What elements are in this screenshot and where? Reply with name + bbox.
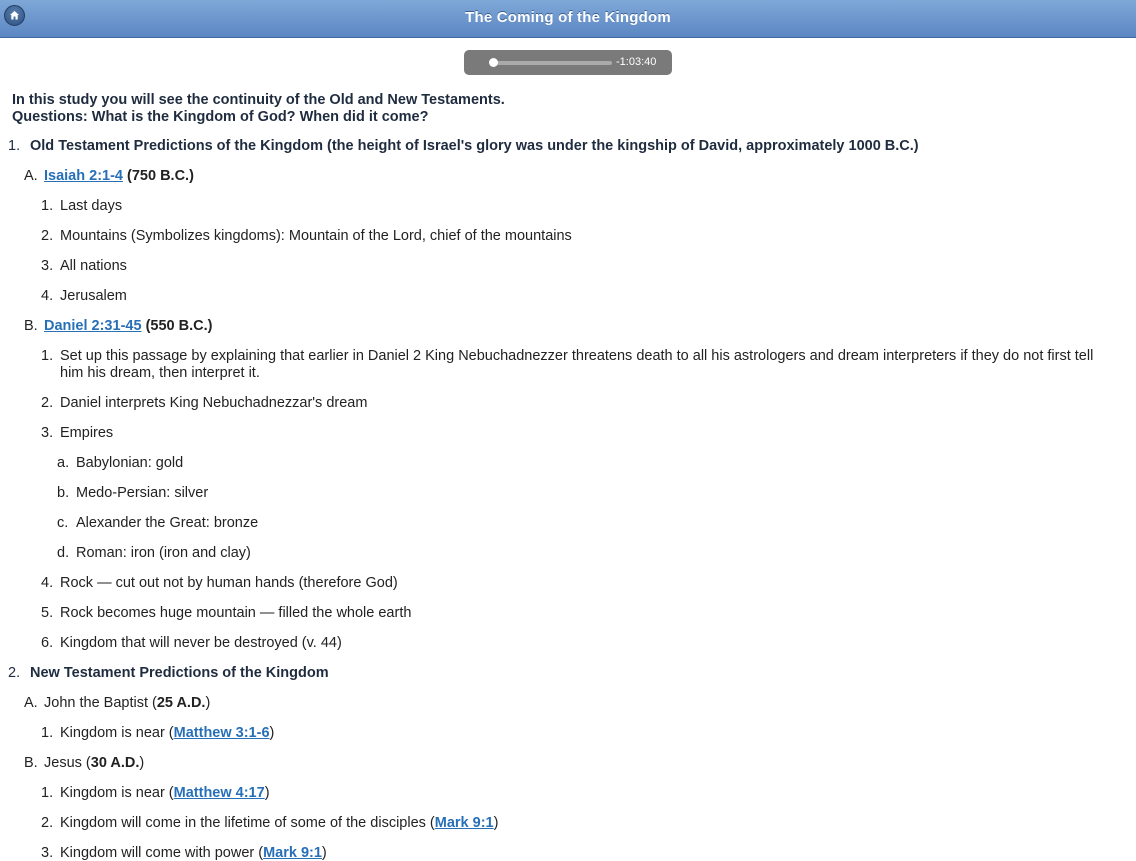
date-label: 25 A.D. [156, 695, 206, 711]
empire-item [57, 545, 251, 561]
progress-track[interactable] [492, 61, 612, 65]
audio-player [464, 50, 672, 75]
item-text: Alexander the Great: bronze [76, 515, 259, 531]
date-label: (750 B.C.) [127, 168, 194, 184]
list-item [41, 635, 342, 651]
list-item [41, 575, 398, 591]
intro [12, 92, 505, 126]
closing-paren: ) [139, 755, 145, 771]
item-text: Rock becomes huge mountain — filled the whole earth [60, 605, 412, 621]
list-item [41, 425, 113, 441]
subsection-text: John the Baptist ( [44, 695, 157, 711]
date-label: 30 A.D. [90, 755, 140, 771]
empire-item [57, 515, 258, 531]
item-number: 4. [41, 575, 54, 591]
scripture-link[interactable]: Matthew 4:17 [173, 785, 265, 801]
item-number: 1. [41, 725, 54, 741]
subsection-1a [24, 168, 194, 184]
page-title: The Coming of the Kingdom [465, 9, 671, 26]
subsection-letter: B. [24, 755, 38, 771]
item-number: 4. [41, 288, 54, 304]
item-number: 1. [41, 785, 54, 801]
subsection-2b [24, 755, 144, 771]
item-text: Kingdom will come in the lifetime of some of the disciples ( [60, 815, 435, 831]
closing-paren: ) [321, 845, 327, 861]
item-text: Babylonian: gold [76, 455, 184, 471]
item-letter: d. [57, 545, 70, 561]
item-text: Kingdom is near ( [60, 725, 174, 741]
item-text: Roman: iron (iron and clay) [76, 545, 251, 561]
item-number: 3. [41, 845, 54, 861]
closing-paren: ) [264, 785, 270, 801]
list-item [41, 815, 498, 831]
intro-line-2: Questions: What is the Kingdom of God? When did it come? [12, 109, 429, 125]
scripture-link[interactable]: Mark 9:1 [434, 815, 494, 831]
item-text: Kingdom that will never be destroyed (v. 44) [60, 635, 342, 651]
item-number: 2. [41, 395, 54, 411]
item-number: 3. [41, 258, 54, 274]
subsection-text: Jesus ( [44, 755, 91, 771]
section-title: Old Testament Predictions of the Kingdom (the height of Israel's glory was under the kingship of David, approximately 1000 B.C.) [30, 138, 919, 154]
time-remaining: -1:03:40 [616, 56, 657, 68]
item-letter: c. [57, 515, 69, 531]
item-text: Rock — cut out not by human hands (therefore God) [60, 575, 398, 591]
section-title: New Testament Predictions of the Kingdom [30, 665, 329, 681]
subsection-letter: A. [24, 695, 38, 711]
scripture-link[interactable]: Mark 9:1 [263, 845, 322, 861]
section-2-heading [0, 665, 329, 681]
progress-knob[interactable] [489, 58, 498, 67]
list-item [41, 198, 122, 214]
item-text: All nations [60, 258, 127, 274]
item-letter: b. [57, 485, 70, 501]
item-text: Kingdom will come with power ( [60, 845, 264, 861]
intro-line-1: In this study you will see the continuity of the Old and New Testaments. [12, 92, 505, 108]
item-text: Daniel interprets King Nebuchadnezzar's dream [60, 395, 368, 411]
item-number: 3. [41, 425, 54, 441]
item-number: 5. [41, 605, 54, 621]
title-bar [0, 0, 1136, 38]
section-number: 2. [8, 665, 21, 681]
date-label: (550 B.C.) [145, 318, 213, 334]
list-item [41, 288, 127, 304]
item-number: 1. [41, 348, 54, 364]
item-text: Empires [60, 425, 114, 441]
empire-item [57, 485, 208, 501]
subsection-letter: A. [24, 168, 38, 184]
empire-item [57, 455, 183, 471]
list-item [41, 725, 274, 741]
item-text: Mountains (Symbolizes kingdoms): Mountain of the Lord, chief of the mountains [60, 228, 572, 244]
subsection-1b [24, 318, 212, 334]
scripture-link[interactable]: Isaiah 2:1-4 [44, 168, 123, 184]
item-text: Jerusalem [60, 288, 127, 304]
item-text: Kingdom is near ( [60, 785, 174, 801]
item-number: 2. [41, 815, 54, 831]
item-number: 1. [41, 198, 54, 214]
list-item [41, 605, 411, 621]
item-text: Set up this passage by explaining that earlier in Daniel 2 King Nebuchadnezzer threatens death to all his astrologers and dream interpreters if they do not first tell him his dream, then interpret it. [60, 348, 1094, 381]
closing-paren: ) [269, 725, 275, 741]
scripture-link[interactable]: Matthew 3:1-6 [173, 725, 270, 741]
item-text: Last days [60, 198, 123, 214]
list-item [41, 228, 572, 244]
section-number: 1. [8, 138, 21, 154]
closing-paren: ) [493, 815, 499, 831]
subsection-letter: B. [24, 318, 38, 334]
list-item [41, 785, 270, 801]
list-item [41, 395, 367, 411]
list-item [41, 348, 1101, 382]
item-number: 6. [41, 635, 54, 651]
scripture-link[interactable]: Daniel 2:31-45 [44, 318, 142, 334]
item-letter: a. [57, 455, 70, 471]
item-number: 2. [41, 228, 54, 244]
closing-paren: ) [205, 695, 211, 711]
subsection-2a [24, 695, 210, 711]
section-1-heading [0, 138, 919, 154]
list-item [41, 845, 327, 861]
item-text: Medo-Persian: silver [76, 485, 209, 501]
list-item [41, 258, 127, 274]
